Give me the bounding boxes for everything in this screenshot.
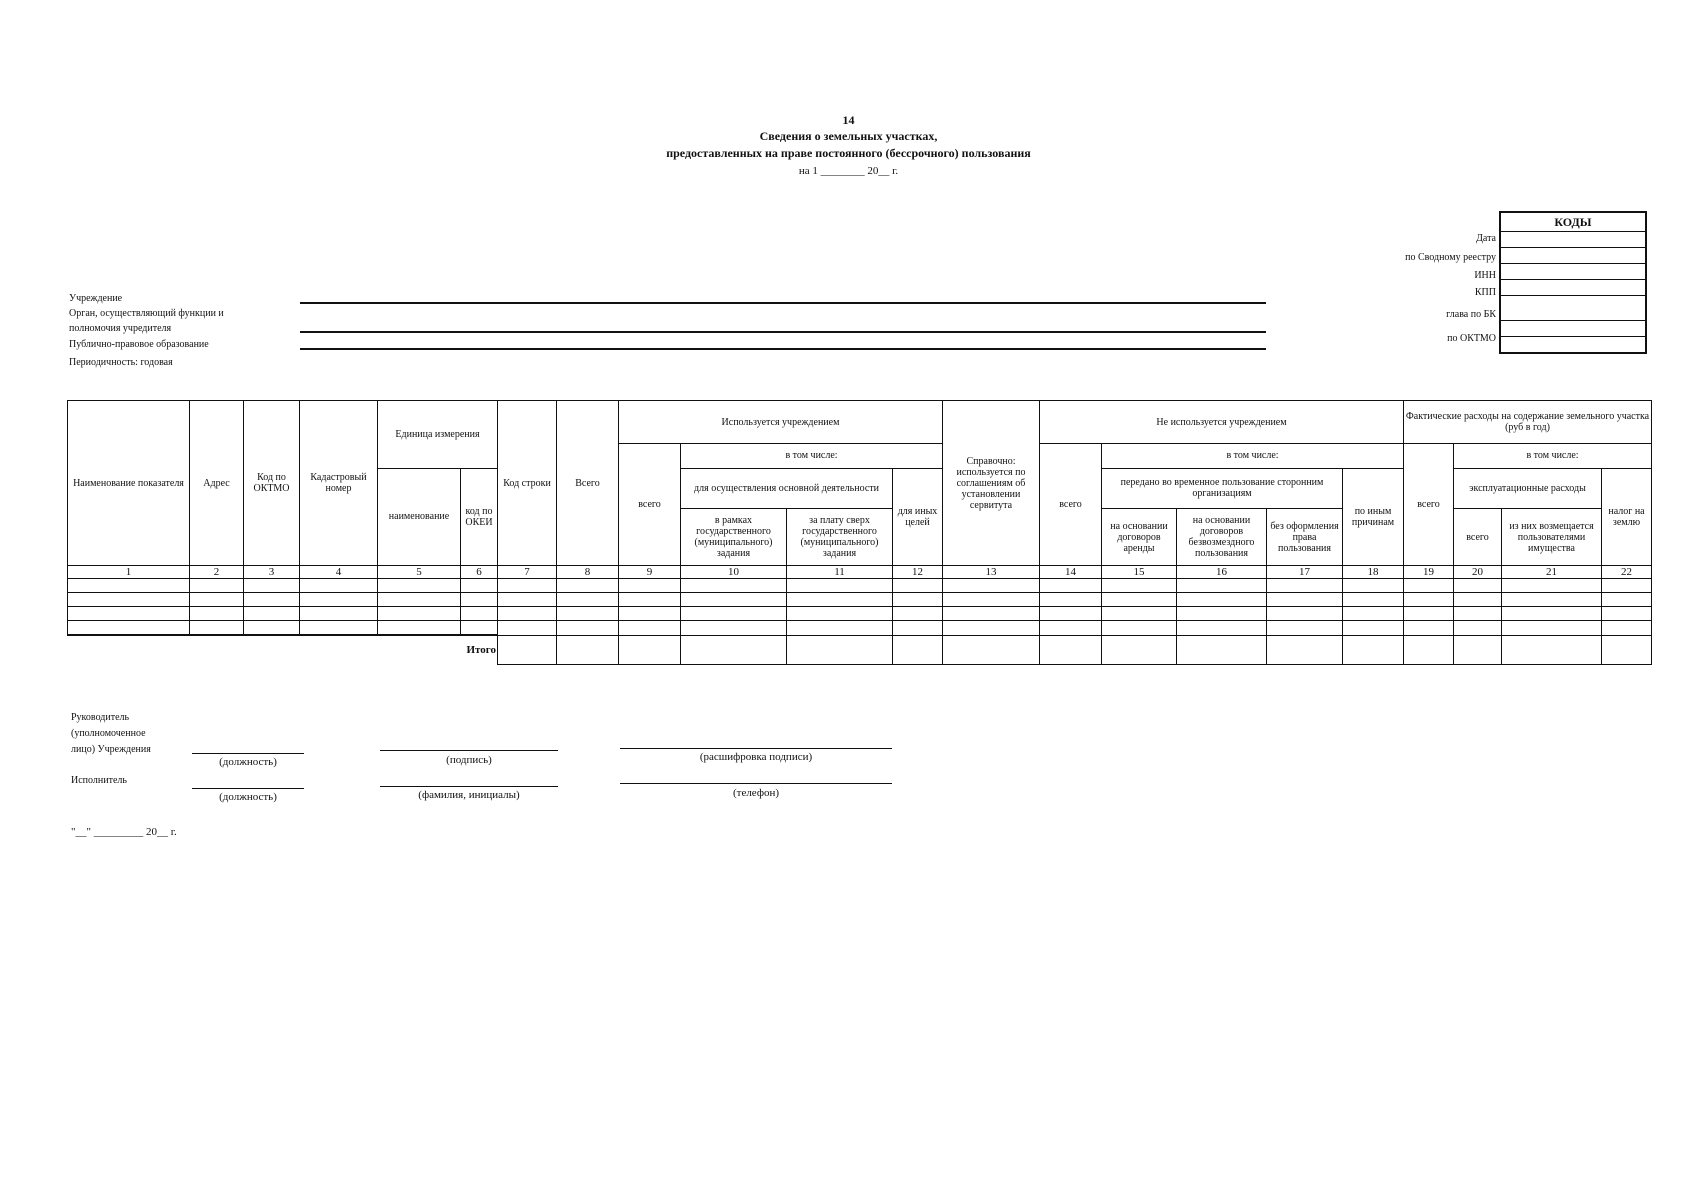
organ-field-line[interactable] <box>300 331 1266 333</box>
itogo-cell[interactable] <box>1454 635 1502 664</box>
col-header-transferred: передано во временное пользование сторонним организациям <box>1102 468 1343 509</box>
code-kpp-cell[interactable] <box>1500 280 1646 296</box>
table-row[interactable] <box>68 579 1652 593</box>
col-number: 20 <box>1454 566 1502 579</box>
code-date-cell[interactable] <box>1500 232 1646 248</box>
col-number: 2 <box>190 566 244 579</box>
head-decode-caption: (расшифровка подписи) <box>699 751 813 763</box>
col-number: 15 <box>1102 566 1177 579</box>
col-number: 3 <box>244 566 300 579</box>
col-number: 19 <box>1404 566 1454 579</box>
form-date-line: на 1 ________ 20__ г. <box>798 165 899 177</box>
itogo-cell[interactable] <box>1102 635 1177 664</box>
itogo-cell[interactable] <box>1502 635 1602 664</box>
col-header-op-total: всего <box>1454 509 1502 566</box>
itogo-label: Итого <box>68 635 498 664</box>
itogo-cell[interactable] <box>1404 635 1454 664</box>
col-number: 12 <box>893 566 943 579</box>
table-row[interactable] <box>68 607 1652 621</box>
col-number: 7 <box>498 566 557 579</box>
ppo-field-line[interactable] <box>300 348 1266 350</box>
col-number: 9 <box>619 566 681 579</box>
sign-date-line[interactable]: "__" _________ 20__ г. <box>71 826 177 838</box>
col-header-other-purposes: для иных целей <box>893 468 943 566</box>
head-signature-caption: (подпись) <box>446 754 492 766</box>
itogo-cell[interactable] <box>1040 635 1102 664</box>
head-decode-line[interactable] <box>620 748 892 749</box>
land-plots-table <box>67 400 1652 665</box>
code-label-date: Дата <box>1476 233 1496 244</box>
executor-label: Исполнитель <box>71 775 127 786</box>
col-header-name: Наименование показателя <box>68 401 190 566</box>
col-header-unit-name: наименование <box>378 468 461 566</box>
itogo-cell[interactable] <box>787 635 893 664</box>
itogo-cell[interactable] <box>681 635 787 664</box>
col-number: 14 <box>1040 566 1102 579</box>
itogo-cell[interactable] <box>619 635 681 664</box>
col-header-okei: код по ОКЕИ <box>461 468 498 566</box>
col-header-notused-including: в том числе: <box>1102 444 1404 469</box>
codes-title: КОДЫ <box>1500 212 1646 232</box>
col-number: 8 <box>557 566 619 579</box>
itogo-cell[interactable] <box>1267 635 1343 664</box>
itogo-cell[interactable] <box>893 635 943 664</box>
col-header-main-activity: для осуществления основной деятельности <box>681 468 893 509</box>
itogo-cell[interactable] <box>498 635 557 664</box>
code-label-oktmo: по ОКТМО <box>1447 333 1496 344</box>
col-header-unit: Единица измерения <box>378 401 498 469</box>
itogo-cell[interactable] <box>1602 635 1652 664</box>
itogo-cell[interactable] <box>557 635 619 664</box>
code-label-bk: глава по БК <box>1446 309 1496 320</box>
executor-position-caption: (должность) <box>219 791 277 803</box>
col-header-above-task: за плату сверх государственного (муниципального) задания <box>787 509 893 566</box>
table-row[interactable] <box>68 593 1652 607</box>
col-header-used-total: всего <box>619 444 681 566</box>
head-position-line[interactable] <box>192 753 304 754</box>
col-header-total: Всего <box>557 401 619 566</box>
col-number: 21 <box>1502 566 1602 579</box>
col-header-operational: эксплуатационные расходы <box>1454 468 1602 509</box>
code-label-kpp: КПП <box>1474 287 1496 298</box>
itogo-cell[interactable] <box>1343 635 1404 664</box>
col-header-notused-total: всего <box>1040 444 1102 566</box>
executor-position-line[interactable] <box>192 788 304 789</box>
col-header-other-reasons: по иным причинам <box>1343 468 1404 566</box>
head-label-line2: (уполномоченное <box>71 728 146 739</box>
code-label-registry: по Сводному реестру <box>1405 252 1496 263</box>
label-organ-line2: полномочия учредителя <box>69 323 172 334</box>
form-number: 14 <box>842 113 855 127</box>
executor-fio-caption: (фамилия, инициалы) <box>418 789 520 801</box>
col-header-address: Адрес <box>190 401 244 566</box>
col-number: 5 <box>378 566 461 579</box>
col-header-not-used: Не используется учреждением <box>1040 401 1404 444</box>
col-header-no-formal: без оформления права пользования <box>1267 509 1343 566</box>
label-organ-line1: Орган, осуществляющий функции и <box>69 308 224 319</box>
code-oktmo-cell[interactable] <box>1500 321 1646 337</box>
col-number: 11 <box>787 566 893 579</box>
col-number: 1 <box>68 566 190 579</box>
col-number: 10 <box>681 566 787 579</box>
code-bk-cell[interactable] <box>1500 296 1646 321</box>
uchrezhdenie-field-line[interactable] <box>300 302 1266 304</box>
head-signature-line[interactable] <box>380 750 558 751</box>
col-number: 6 <box>461 566 498 579</box>
label-uchrezhdenie: Учреждение <box>69 293 123 304</box>
col-number: 18 <box>1343 566 1404 579</box>
form-title-line2: предоставленных на праве постоянного (бессрочного) пользования <box>666 146 1031 160</box>
code-inn-cell[interactable] <box>1500 264 1646 280</box>
col-number: 16 <box>1177 566 1267 579</box>
col-number: 4 <box>300 566 378 579</box>
executor-phone-line[interactable] <box>620 783 892 784</box>
code-label-inn: ИНН <box>1474 270 1496 281</box>
col-number: 13 <box>943 566 1040 579</box>
head-label-line3: лицо) Учреждения <box>71 744 151 755</box>
table-row[interactable] <box>68 621 1652 636</box>
col-header-reference: Справочно: используется по соглашениям об установлении сервитута <box>943 401 1040 566</box>
code-registry-cell[interactable] <box>1500 248 1646 264</box>
head-position-caption: (должность) <box>219 756 277 768</box>
col-number: 17 <box>1267 566 1343 579</box>
label-periodicity: Периодичность: годовая <box>69 357 173 368</box>
column-numbers-row <box>68 566 1652 579</box>
executor-phone-caption: (телефон) <box>732 787 780 799</box>
col-header-cadastral: Кадастровый номер <box>300 401 378 566</box>
col-header-used: Используется учреждением <box>619 401 943 444</box>
col-header-expenses-including: в том числе: <box>1454 444 1652 469</box>
col-header-expenses: Фактические расходы на содержание земельного участка (руб в год) <box>1404 401 1652 444</box>
itogo-cell[interactable] <box>1177 635 1267 664</box>
col-header-free-use: на основании договоров безвозмездного пользования <box>1177 509 1267 566</box>
head-label-line1: Руководитель <box>71 712 130 723</box>
codes-table <box>1499 211 1647 354</box>
col-header-land-tax: налог на землю <box>1602 468 1652 566</box>
itogo-cell[interactable] <box>943 635 1040 664</box>
code-empty-cell[interactable] <box>1500 337 1646 354</box>
col-header-expenses-total: всего <box>1404 444 1454 566</box>
col-header-lease: на основании договоров аренды <box>1102 509 1177 566</box>
itogo-row <box>68 635 1652 664</box>
col-header-within-task: в рамках государственного (муниципального) задания <box>681 509 787 566</box>
executor-fio-line[interactable] <box>380 786 558 787</box>
label-ppo: Публично-правовое образование <box>69 339 209 350</box>
col-header-oktmo: Код по ОКТМО <box>244 401 300 566</box>
col-number: 22 <box>1602 566 1652 579</box>
col-header-line-code: Код строки <box>498 401 557 566</box>
form-title-line1: Сведения о земельных участках, <box>759 129 938 143</box>
col-header-reimbursed: из них возмещается пользователями имущества <box>1502 509 1602 566</box>
col-header-used-including: в том числе: <box>681 444 943 469</box>
